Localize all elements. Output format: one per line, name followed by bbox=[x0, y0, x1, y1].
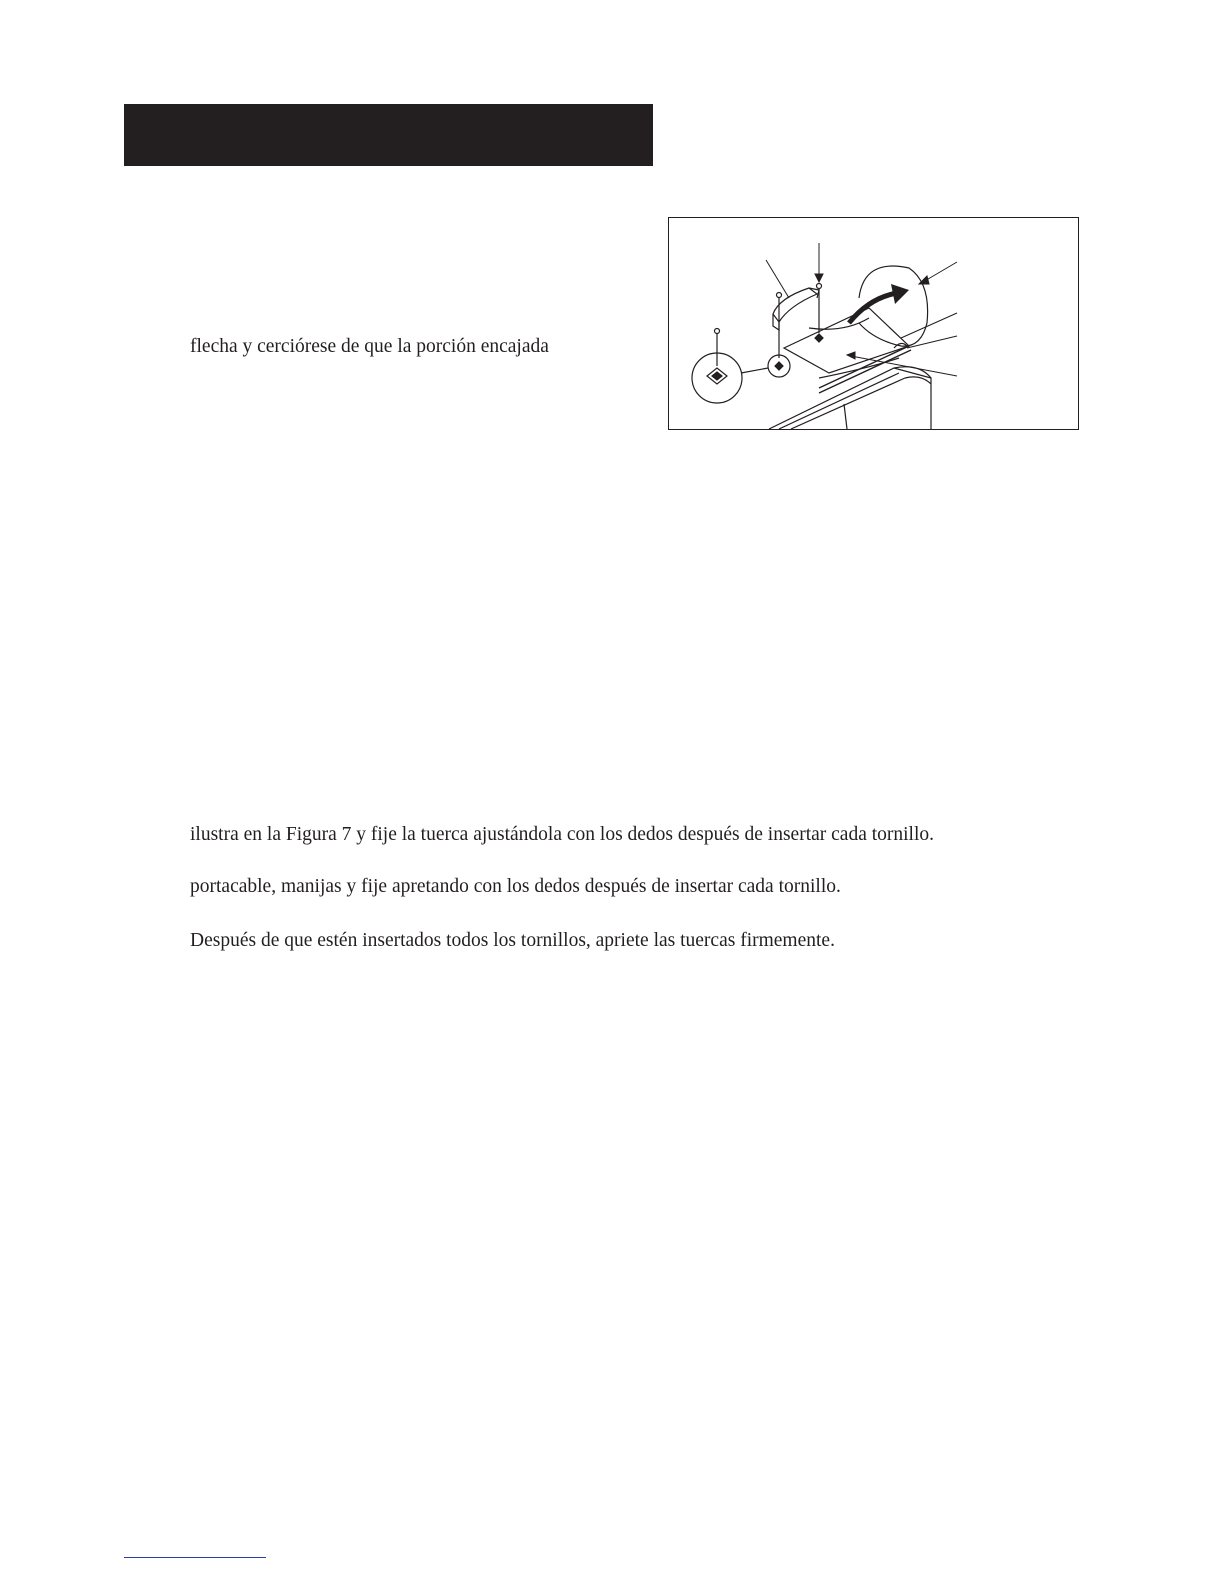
footer-rule bbox=[124, 1557, 266, 1558]
direction-arrow bbox=[849, 293, 897, 323]
heater-body-drawing bbox=[769, 358, 931, 429]
cord-guide-rail bbox=[819, 346, 911, 393]
assembly-figure bbox=[668, 217, 1079, 430]
body-text-line-2: ilustra en la Figura 7 y fije la tuerca ajustándola con los dedos después de insertar cada tornillo. bbox=[190, 824, 935, 845]
body-text-line-1: flecha y cerciórese de que la porción encajada bbox=[190, 336, 549, 357]
body-text-line-4: Después de que estén insertados todos los tornillos, apriete las tuercas firmemente. bbox=[190, 930, 835, 951]
body-text-line-3: portacable, manijas y fije apretando con los dedos después de insertar cada tornillo. bbox=[190, 876, 841, 897]
section-header-bar bbox=[124, 104, 653, 166]
handle-drawing bbox=[773, 288, 819, 330]
